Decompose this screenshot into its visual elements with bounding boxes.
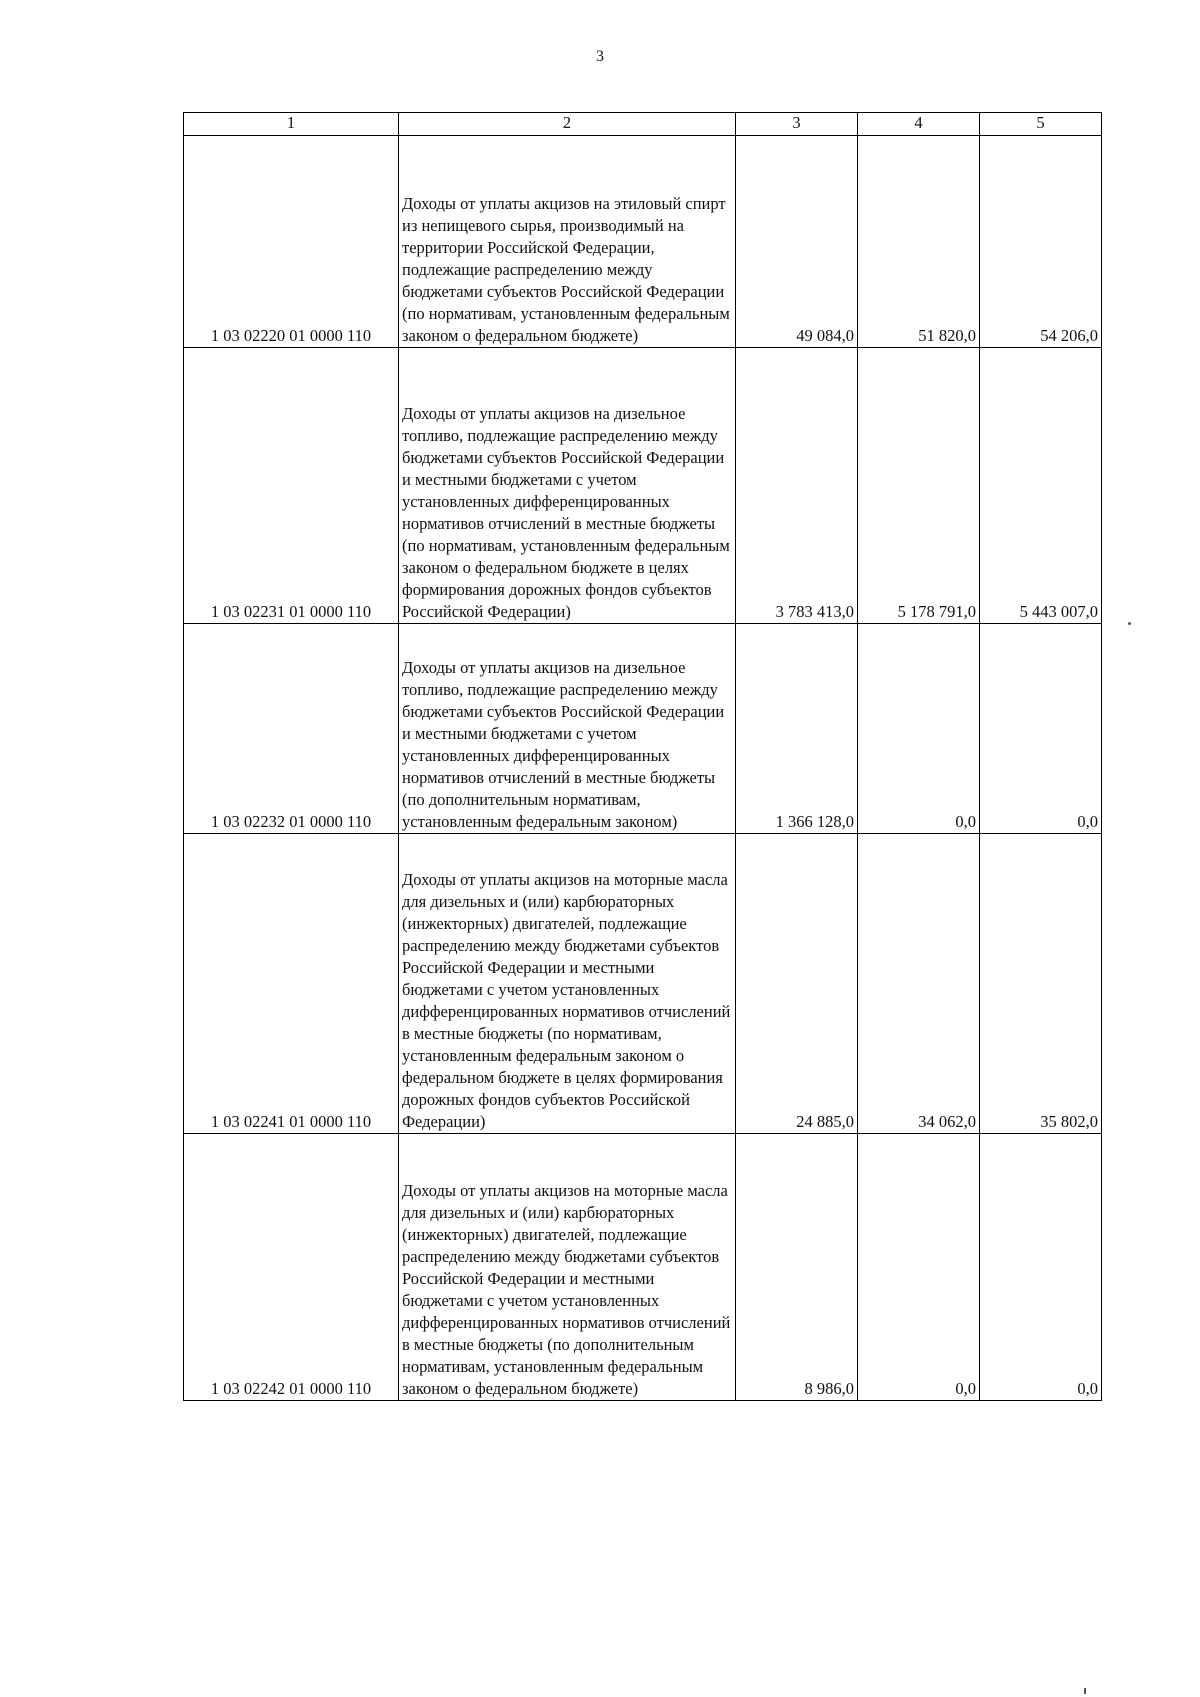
- scan-artifact: [1084, 1688, 1086, 1694]
- header-row: [184, 113, 1102, 136]
- amount-col-3: 24 885,0: [736, 834, 858, 1134]
- header-col-3: 3: [736, 113, 858, 136]
- header-col-1: 1: [184, 113, 399, 136]
- amount-col-4: 51 820,0: [858, 136, 980, 348]
- amount-col-4: 0,0: [858, 1134, 980, 1401]
- amount-col-5: 0,0: [980, 1134, 1102, 1401]
- header-col-5: 5: [980, 113, 1102, 136]
- amount-col-5: 5 443 007,0: [980, 348, 1102, 624]
- table-row: [184, 1134, 1102, 1401]
- table-row: [184, 624, 1102, 834]
- revenue-table: [183, 112, 1102, 1401]
- page-number: 3: [596, 48, 604, 65]
- table-row: [184, 348, 1102, 624]
- amount-col-3: 49 084,0: [736, 136, 858, 348]
- amount-col-4: 34 062,0: [858, 834, 980, 1134]
- amount-col-3: 3 783 413,0: [736, 348, 858, 624]
- amount-col-3: 1 366 128,0: [736, 624, 858, 834]
- budget-code: 1 03 02231 01 0000 110: [184, 348, 399, 624]
- amount-col-4: 0,0: [858, 624, 980, 834]
- income-description: Доходы от уплаты акцизов на дизельное топливо, подлежащие распределению между бюджетами субъектов Российской Федерации и местными бюджетами с учетом установленных дифференцированных нормативов отчислений в местные бюджеты (по нормативам, установленным федеральным законом о федеральном бюджете в целях формирования дорожных фондов субъектов Российской Федерации): [399, 348, 736, 624]
- table-row: [184, 834, 1102, 1134]
- budget-code: 1 03 02242 01 0000 110: [184, 1134, 399, 1401]
- budget-code: 1 03 02241 01 0000 110: [184, 834, 399, 1134]
- table-row: [184, 136, 1102, 348]
- amount-col-5: 35 802,0: [980, 834, 1102, 1134]
- amount-col-5: 0,0: [980, 624, 1102, 834]
- budget-code: 1 03 02232 01 0000 110: [184, 624, 399, 834]
- scan-artifact: [1128, 622, 1131, 625]
- amount-col-4: 5 178 791,0: [858, 348, 980, 624]
- income-description: Доходы от уплаты акцизов на дизельное топливо, подлежащие распределению между бюджетами субъектов Российской Федерации и местными бюджетами с учетом установленных дифференцированных нормативов отчислений в местные бюджеты (по дополнительным нормативам, установленным федеральным законом): [399, 624, 736, 834]
- income-description: Доходы от уплаты акцизов на моторные масла для дизельных и (или) карбюраторных (инжекторных) двигателей, подлежащие распределению между бюджетами субъектов Российской Федерации и местными бюджетами с учетом установленных дифференцированных нормативов отчислений в местные бюджеты (по дополнительным нормативам, установленным федеральным законом о федеральном бюджете): [399, 1134, 736, 1401]
- income-description: Доходы от уплаты акцизов на этиловый спирт из непищевого сырья, производимый на территории Российской Федерации, подлежащие распределению между бюджетами субъектов Российской Федерации (по нормативам, установленным федеральным законом о федеральном бюджете): [399, 136, 736, 348]
- amount-col-3: 8 986,0: [736, 1134, 858, 1401]
- header-col-2: 2: [399, 113, 736, 136]
- budget-code: 1 03 02220 01 0000 110: [184, 136, 399, 348]
- header-col-4: 4: [858, 113, 980, 136]
- amount-col-5: 54 206,0: [980, 136, 1102, 348]
- income-description: Доходы от уплаты акцизов на моторные масла для дизельных и (или) карбюраторных (инжекторных) двигателей, подлежащие распределению между бюджетами субъектов Российской Федерации и местными бюджетами с учетом установленных дифференцированных нормативов отчислений в местные бюджеты (по нормативам, установленным федеральным законом о федеральном бюджете в целях формирования дорожных фондов субъектов Российской Федерации): [399, 834, 736, 1134]
